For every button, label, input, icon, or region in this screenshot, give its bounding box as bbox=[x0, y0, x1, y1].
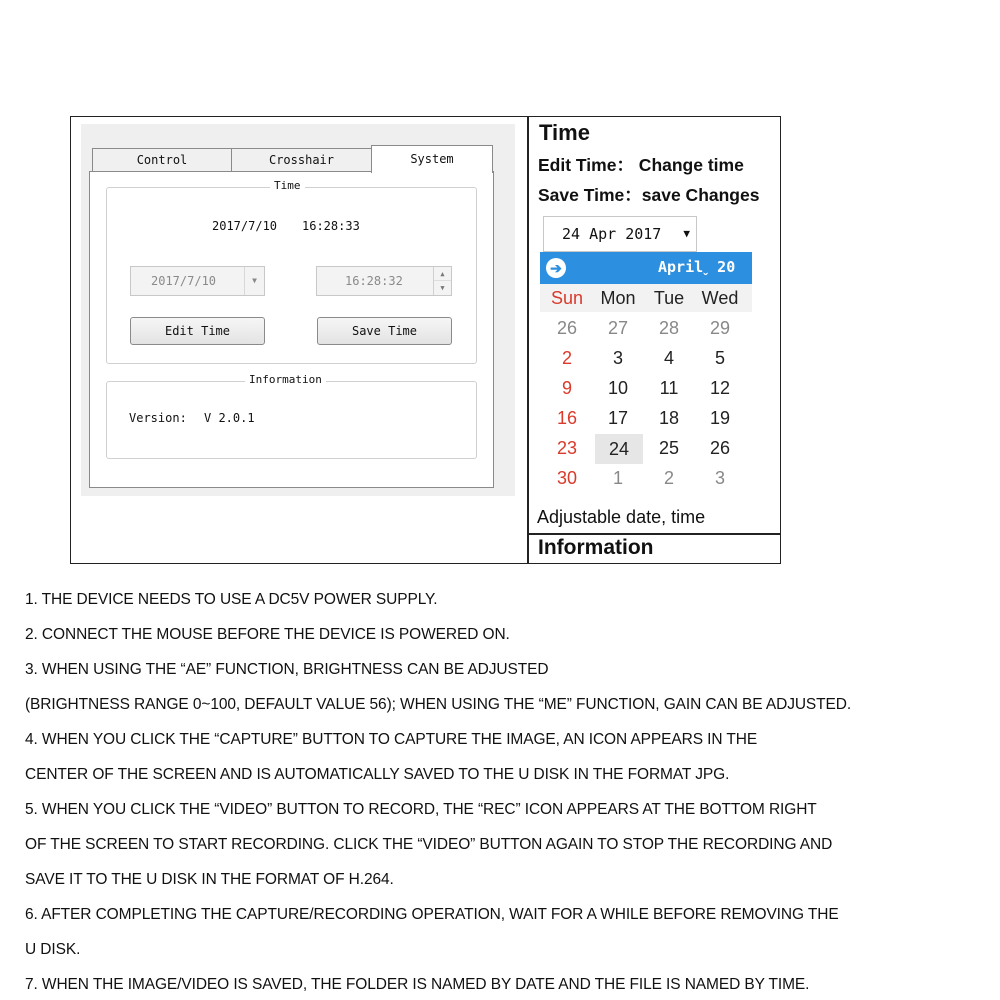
calendar-day[interactable]: 17 bbox=[607, 408, 629, 428]
calendar-day[interactable]: 2 bbox=[663, 468, 674, 488]
version-label: Version: bbox=[129, 411, 187, 425]
calendar-day-selected[interactable]: 24 bbox=[595, 434, 643, 464]
instruction-line: 7. WHEN THE IMAGE/VIDEO IS SAVED, THE FOLDER IS NAMED BY DATE AND THE FILE IS NAMED BY TIME. bbox=[25, 976, 810, 993]
calendar-day[interactable]: 18 bbox=[658, 408, 680, 428]
time-spinner[interactable] bbox=[316, 266, 452, 296]
calendar-day[interactable]: 3 bbox=[612, 348, 623, 368]
calendar-day[interactable]: 9 bbox=[561, 378, 572, 398]
frame-divider bbox=[527, 533, 781, 535]
instruction-line: 3. WHEN USING THE “AE” FUNCTION, BRIGHTNESS CAN BE ADJUSTED bbox=[25, 661, 549, 678]
calendar-day[interactable]: 26 bbox=[709, 438, 731, 458]
spin-buttons[interactable] bbox=[433, 267, 451, 295]
instruction-line: 1. THE DEVICE NEEDS TO USE A DC5V POWER SUPPLY. bbox=[25, 591, 438, 608]
calendar-day[interactable]: 30 bbox=[556, 468, 578, 488]
date-dropdown-value: 24 Apr 2017 bbox=[562, 225, 662, 243]
weekday-label: Wed bbox=[701, 288, 739, 308]
save-time-button[interactable]: Save Time bbox=[317, 317, 452, 345]
adjustable-note: Adjustable date, time bbox=[537, 507, 706, 527]
chevron-down-icon[interactable]: ▼ bbox=[244, 267, 264, 295]
annotation-save-time: Save Time：save Changes bbox=[538, 185, 760, 205]
annotation-title: Time bbox=[539, 120, 590, 145]
date-dropdown[interactable] bbox=[543, 216, 697, 252]
calendar-day[interactable]: 3 bbox=[714, 468, 725, 488]
weekday-label: Tue bbox=[653, 288, 685, 308]
current-time: 16:28:33 bbox=[302, 219, 360, 233]
instruction-line: 4. WHEN YOU CLICK THE “CAPTURE” BUTTON TO CAPTURE THE IMAGE, AN ICON APPEARS IN THE bbox=[25, 731, 758, 748]
instruction-line: 6. AFTER COMPLETING THE CAPTURE/RECORDING OPERATION, WAIT FOR A WHILE BEFORE REMOVING THE bbox=[25, 906, 839, 923]
calendar-day[interactable]: 23 bbox=[556, 438, 578, 458]
calendar-day[interactable]: 29 bbox=[709, 318, 731, 338]
time-spinner-value: 16:28:32 bbox=[345, 274, 403, 288]
calendar-day[interactable]: 16 bbox=[556, 408, 578, 428]
date-select[interactable] bbox=[130, 266, 265, 296]
chevron-down-icon: ▼ bbox=[683, 227, 690, 240]
spin-down-icon[interactable]: ▼ bbox=[440, 284, 445, 292]
calendar-day[interactable]: 19 bbox=[709, 408, 731, 428]
tab-crosshair[interactable]: Crosshair bbox=[231, 148, 372, 172]
calendar-header bbox=[540, 252, 752, 284]
calendar-day[interactable]: 12 bbox=[709, 378, 731, 398]
time-group-title: Time bbox=[270, 179, 305, 192]
date-select-value: 2017/7/10 bbox=[151, 274, 217, 288]
weekday-label: Sun bbox=[550, 288, 584, 308]
calendar-day[interactable]: 11 bbox=[659, 378, 679, 398]
calendar-day[interactable]: 26 bbox=[556, 318, 578, 338]
calendar-day[interactable]: 28 bbox=[658, 318, 680, 338]
current-date: 2017/7/10 bbox=[212, 219, 278, 233]
instruction-line: CENTER OF THE SCREEN AND IS AUTOMATICALLY SAVED TO THE U DISK IN THE FORMAT JPG. bbox=[25, 766, 730, 783]
information-heading: Information bbox=[538, 536, 654, 559]
edit-time-button[interactable]: Edit Time bbox=[130, 317, 265, 345]
version-value: V 2.0.1 bbox=[204, 411, 255, 425]
calendar-day[interactable]: 27 bbox=[607, 318, 629, 338]
weekday-label: Mon bbox=[600, 288, 636, 308]
calendar-day[interactable]: 1 bbox=[612, 468, 623, 488]
calendar-day[interactable]: 10 bbox=[607, 378, 629, 398]
information-group-title: Information bbox=[245, 373, 326, 386]
frame-divider bbox=[527, 116, 529, 564]
instruction-line: U DISK. bbox=[25, 941, 81, 958]
instruction-line: (BRIGHTNESS RANGE 0~100, DEFAULT VALUE 56); WHEN USING THE “ME” FUNCTION, GAIN CAN BE ADJUSTED. bbox=[25, 696, 852, 713]
instruction-line: SAVE IT TO THE U DISK IN THE FORMAT OF H.264. bbox=[25, 871, 394, 888]
spin-up-icon[interactable]: ▲ bbox=[434, 267, 451, 281]
calendar-month-label[interactable]: Aprilˬ 20 bbox=[658, 258, 736, 276]
annotation-edit-time: Edit Time： Change time bbox=[538, 155, 744, 175]
calendar-day[interactable]: 2 bbox=[561, 348, 572, 368]
back-arrow-icon[interactable]: ➔ bbox=[546, 258, 566, 278]
calendar-day[interactable]: 5 bbox=[714, 348, 725, 368]
tab-system[interactable]: System bbox=[371, 145, 493, 173]
instruction-line: 5. WHEN YOU CLICK THE “VIDEO” BUTTON TO RECORD, THE “REC” ICON APPEARS AT THE BOTTOM RIGHT bbox=[25, 801, 817, 818]
instruction-line: 2. CONNECT THE MOUSE BEFORE THE DEVICE IS POWERED ON. bbox=[25, 626, 510, 643]
calendar-day[interactable]: 4 bbox=[663, 348, 674, 368]
calendar-day[interactable]: 25 bbox=[658, 438, 680, 458]
instruction-line: OF THE SCREEN TO START RECORDING. CLICK THE “VIDEO” BUTTON AGAIN TO STOP THE RECORDING AND bbox=[25, 836, 833, 853]
tab-control[interactable]: Control bbox=[92, 148, 232, 172]
